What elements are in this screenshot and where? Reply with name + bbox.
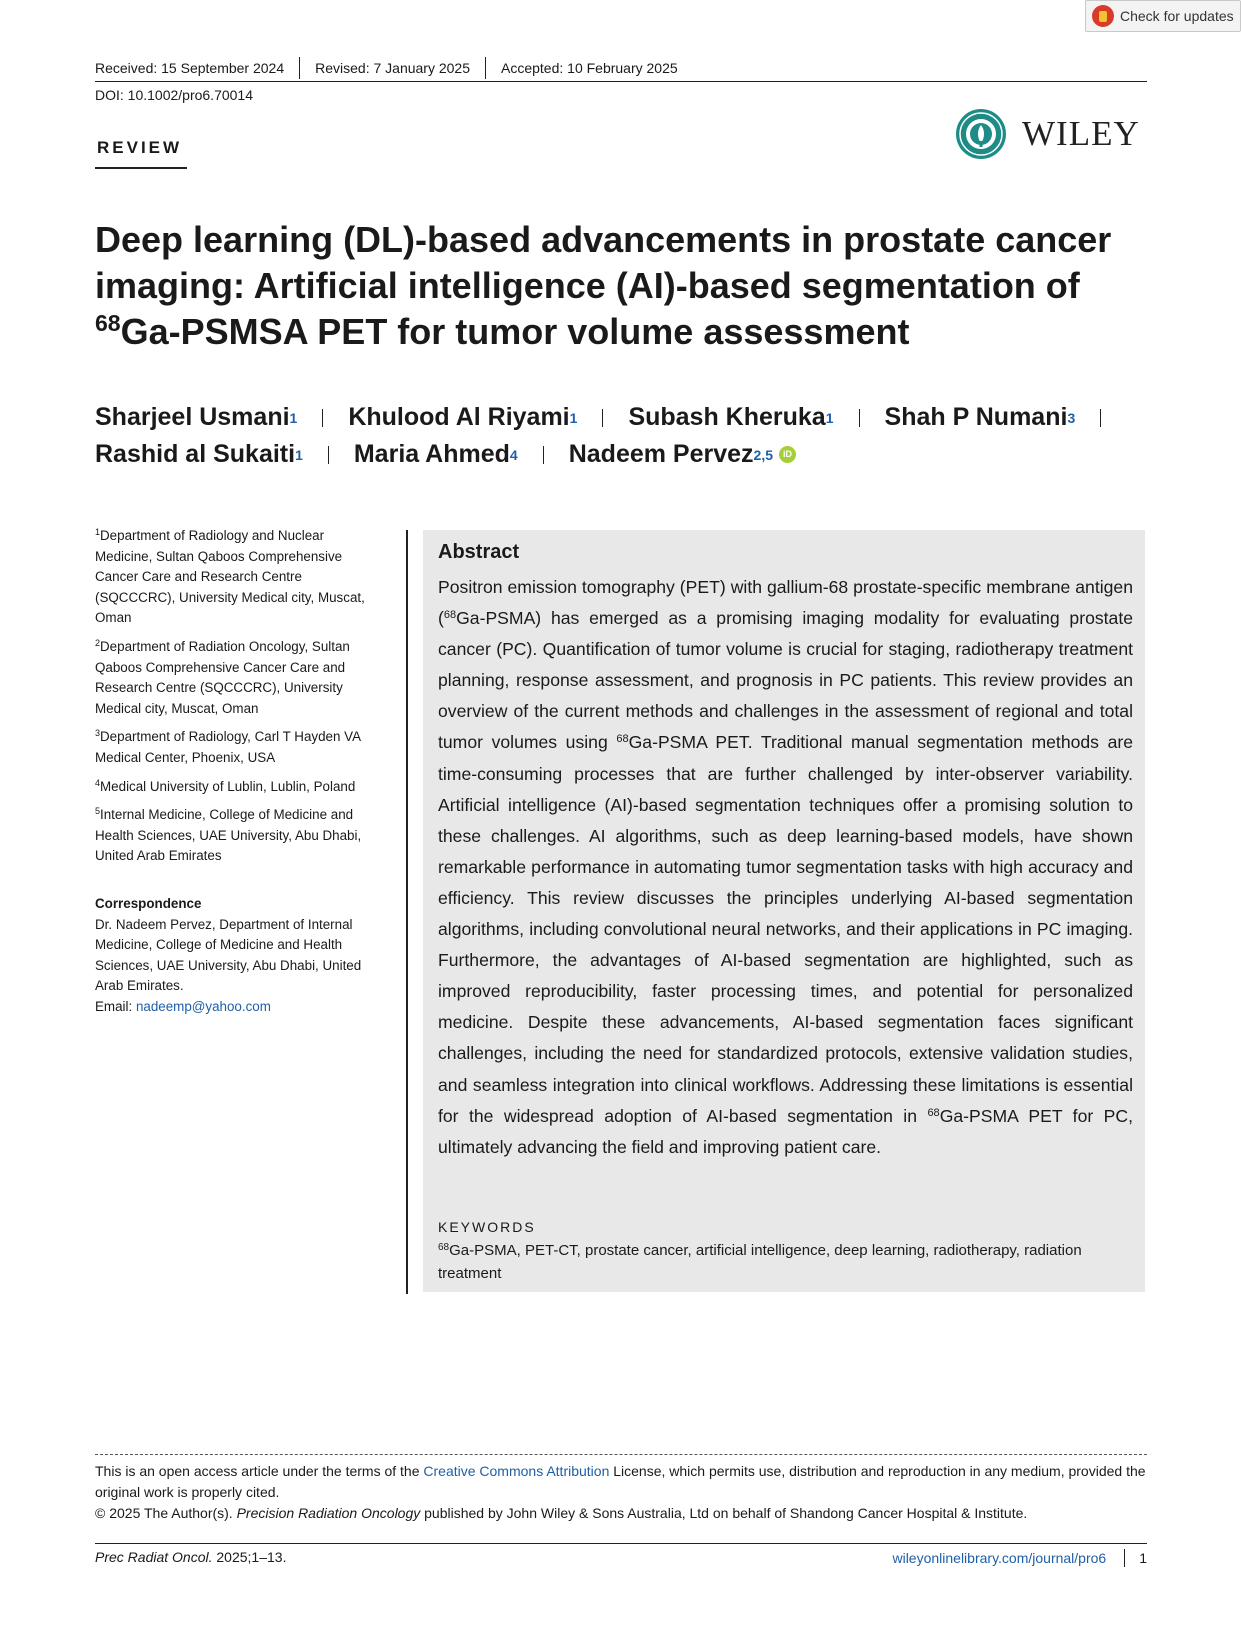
abstract-segment: Ga-PSMA PET for PC, ultimately advancing the field and improving patient care. (438, 1105, 1133, 1157)
section-underline (95, 167, 187, 169)
divider (485, 57, 486, 79)
check-for-updates-label: Check for updates (1120, 8, 1234, 24)
author-divider (543, 446, 544, 464)
affiliations (95, 526, 385, 875)
bookmark-icon (1092, 5, 1114, 27)
citation-journal: Prec Radiat Oncol. (95, 1549, 213, 1565)
affiliation-text: Medical University of Lublin, Lublin, Poland (100, 778, 356, 794)
license-notice (95, 1461, 1147, 1524)
check-for-updates-button[interactable] (1085, 0, 1241, 32)
author-divider (859, 409, 860, 427)
citation-details: 2025;1–13. (212, 1549, 287, 1565)
column-divider (406, 530, 408, 1294)
author-name[interactable]: Maria Ahmed (353, 440, 510, 468)
copyright-segment: © 2025 The Author(s). (95, 1505, 237, 1521)
abstract-heading: Abstract (438, 541, 520, 563)
abstract-superscript: 68 (927, 1106, 940, 1119)
author-name[interactable]: Shah P Numani (884, 403, 1068, 431)
keywords-list: Ga-PSMA, PET-CT, prostate cancer, artificial intelligence, deep learning, radiotherapy, radiation treatment (438, 1242, 1082, 1282)
affiliation-number: 1 (95, 527, 101, 537)
title-line-2: imaging: Artificial intelligence (AI)-based segmentation of (95, 265, 1080, 306)
license-segment: License, which permits use, distribution and reproduction in any medium, provided the original work is properly cited. (95, 1463, 1146, 1500)
author-name[interactable]: Sharjeel Usmani (95, 403, 290, 431)
footer-divider (95, 1543, 1147, 1544)
author-name[interactable]: Rashid al Sukaiti (95, 440, 296, 468)
publisher-wordmark: WILEY (1022, 114, 1140, 153)
author-divider (328, 446, 329, 464)
author-list-row-1: Sharjeel Usmani 1 Khulood Al Riyami 1 Subash Kheruka 1 Shah P Numani 3 (95, 403, 1126, 432)
accepted-date: Accepted: 10 February 2025 (501, 60, 678, 76)
affiliation-item (95, 526, 385, 629)
abstract-text (438, 572, 1133, 1163)
author-divider (322, 409, 323, 427)
author-name[interactable]: Nadeem Pervez (568, 440, 754, 468)
author-list-row-2: Rashid al Sukaiti 1 Maria Ahmed 4 Nadeem Pervez 2,5 iD (95, 440, 796, 469)
abstract-superscript: 68 (443, 609, 457, 622)
article-dates (95, 55, 1147, 82)
abstract-segment: Positron emission tomography (PET) with gallium-68 prostate-specific membrane antigen ( (438, 577, 1133, 629)
affiliation-item (95, 637, 385, 719)
title-line-3 (95, 309, 1155, 355)
keywords-text (438, 1239, 1138, 1285)
affiliation-number: 5 (95, 806, 101, 817)
title-superscript: 68 (95, 310, 121, 336)
affiliation-number: 2 (95, 637, 101, 648)
author-divider (1100, 409, 1101, 427)
abstract-segment: Ga-PSMA) has emerged as a promising imaging modality for evaluating prostate cancer (PC). Quantification of tumor volume is crucial for staging, radiotherapy treatment planning, response assessment, and prognosis in PC patients. This review provides an overview of the current methods and challenges in the assessment of regional and total tumor volumes using (438, 608, 1133, 753)
affiliation-item (95, 805, 385, 867)
keywords-heading: KEYWORDS (438, 1219, 536, 1235)
copyright-segment: published by John Wiley & Sons Australia, Ltd on behalf of Shandong Cancer Hospital & Institute. (420, 1505, 1028, 1521)
revised-date: Revised: 7 January 2025 (315, 60, 470, 76)
license-segment: This is an open access article under the terms of the (95, 1463, 424, 1479)
affiliation-item (95, 727, 385, 768)
affiliation-text: Internal Medicine, College of Medicine and Health Sciences, UAE University, Abu Dhabi, United Arab Emirates (95, 807, 362, 864)
doi[interactable]: DOI: 10.1002/pro6.70014 (95, 87, 254, 103)
correspondence (95, 894, 385, 1018)
author-name[interactable]: Subash Kheruka (628, 403, 826, 431)
correspondence-heading: Correspondence (95, 896, 202, 911)
received-date: Received: 15 September 2024 (95, 60, 285, 76)
divider (299, 57, 300, 79)
copyright-text (95, 1503, 1147, 1524)
affiliation-number: 4 (95, 777, 101, 788)
title-line-3-text: Ga-PSMSA PET for tumor volume assessment (120, 311, 910, 352)
affiliation-text: Department of Radiology, Carl T Hayden VA Medical Center, Phoenix, USA (95, 729, 361, 765)
article-title (95, 217, 1155, 355)
page-number: 1 (1139, 1550, 1147, 1566)
license-text (95, 1461, 1147, 1503)
footer-right (892, 1549, 1147, 1567)
orcid-icon[interactable]: iD (779, 446, 796, 463)
correspondence-email-line (95, 997, 385, 1018)
wiley-logo-icon (955, 108, 1007, 160)
author-divider (602, 409, 603, 427)
author-name[interactable]: Khulood Al Riyami (348, 403, 570, 431)
keywords-superscript: 68 (438, 1242, 450, 1253)
email-label: Email: (95, 998, 136, 1014)
journal-url-link[interactable]: wileyonlinelibrary.com/journal/pro6 (892, 1550, 1107, 1566)
email-link[interactable]: nadeemp@yahoo.com (135, 998, 271, 1014)
affiliation-text: Department of Radiation Oncology, Sultan Qaboos Comprehensive Cancer Care and Research Centre (SQCCCRC), University Medical city, Muscat, Oman (95, 638, 350, 716)
footer-vertical-divider (1124, 1549, 1125, 1567)
citation (95, 1549, 286, 1565)
abstract-superscript: 68 (616, 733, 629, 746)
affiliation-text: Department of Radiology and Nuclear Medicine, Sultan Qaboos Comprehensive Cancer Care and Research Centre (SQCCCRC), University Medical city, Muscat, Oman (95, 528, 365, 626)
abstract-segment: Ga-PSMA PET. Traditional manual segmentation methods are time-consuming processes that are further challenged by inter-observer variability. Artificial intelligence (AI)-based segmentation techniques offer a promising solution to these challenges. AI algorithms, such as deep learning-based models, have shown remarkable performance in automating tumor segmentation tasks with high accuracy and efficiency. This review discusses the principles underlying AI-based segmentation algorithms, including convolutional neural networks, and their applications in PC imaging. Furthermore, the advantages of AI-based segmentation are highlighted, such as improved reproducibility, faster processing times, and potential for personalized medicine. Despite these advancements, AI-based segmentation faces significant challenges, including the need for standardized protocols, extensive validation studies, and seamless integration into clinical workflows. Addressing these limitations is essential for the widespread adoption of AI-based segmentation in (438, 732, 1133, 1126)
license-divider (95, 1454, 1147, 1455)
affiliation-number: 3 (95, 728, 101, 739)
journal-name: Precision Radiation Oncology (236, 1505, 421, 1521)
affiliation-item (95, 777, 385, 798)
title-line-1: Deep learning (DL)-based advancements in prostate cancer (95, 219, 1112, 260)
section-label: REVIEW (97, 138, 183, 157)
correspondence-text: Dr. Nadeem Pervez, Department of Internal Medicine, College of Medicine and Health Sciences, UAE University, Abu Dhabi, United Arab Emirates. (95, 916, 362, 994)
cc-license-link[interactable]: Creative Commons Attribution (423, 1463, 610, 1479)
